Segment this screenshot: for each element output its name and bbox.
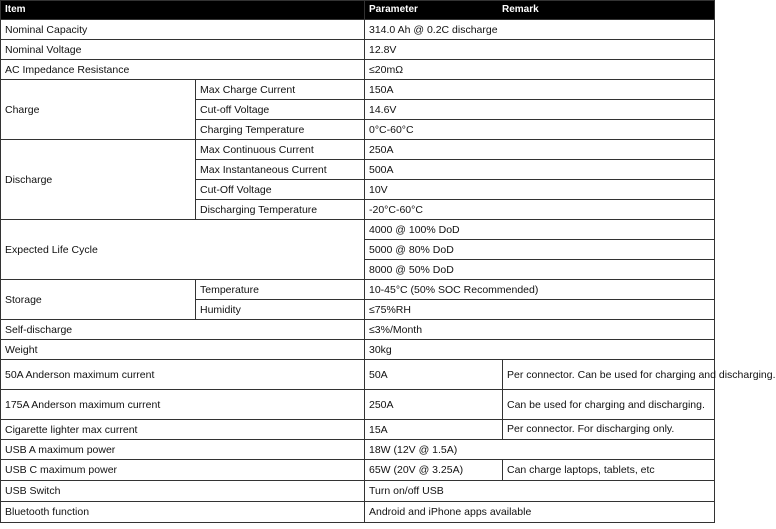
- value-storage-humidity: ≤75%RH: [365, 300, 715, 320]
- item-usb-c: USB C maximum power: [1, 460, 365, 481]
- item-weight: Weight: [1, 340, 365, 360]
- value-anderson-50a: 50A: [365, 360, 503, 390]
- item-nominal-voltage: Nominal Voltage: [1, 40, 365, 60]
- value-life-cycle-100: 4000 @ 100% DoD: [365, 220, 715, 240]
- label-max-charge-current: Max Charge Current: [196, 80, 365, 100]
- value-storage-temperature: 10-45°C (50% SOC Recommended): [365, 280, 715, 300]
- header-parameter: [365, 1, 715, 20]
- header-parameter-label: Parameter: [369, 4, 418, 15]
- table-row: [1, 502, 715, 523]
- value-ac-impedance: ≤20mΩ: [365, 60, 715, 80]
- item-cigarette-lighter: Cigarette lighter max current: [1, 420, 365, 440]
- value-nominal-capacity: 314.0 Ah @ 0.2C discharge: [365, 20, 715, 40]
- value-charging-temperature: 0°C-60°C: [365, 120, 715, 140]
- label-storage-temperature: Temperature: [196, 280, 365, 300]
- value-discharging-temperature: -20°C-60°C: [365, 200, 715, 220]
- value-cigarette-lighter: 15A: [365, 420, 503, 440]
- label-max-continuous-current: Max Continuous Current: [196, 140, 365, 160]
- header-remark: Remark: [502, 4, 539, 15]
- label-charge-cutoff-voltage: Cut-off Voltage: [196, 100, 365, 120]
- value-usb-switch: Turn on/off USB: [365, 481, 715, 502]
- value-usb-c: 65W (20V @ 3.25A): [365, 460, 503, 481]
- table-row: [1, 220, 715, 240]
- table-row: [1, 320, 715, 340]
- table-row: [1, 460, 715, 481]
- value-life-cycle-50: 8000 @ 50% DoD: [365, 260, 715, 280]
- value-nominal-voltage: 12.8V: [365, 40, 715, 60]
- value-max-continuous-current: 250A: [365, 140, 715, 160]
- value-bluetooth: Android and iPhone apps available: [365, 502, 715, 523]
- remark-usb-c: Can charge laptops, tablets, etc: [503, 460, 715, 481]
- header-row: [1, 1, 715, 20]
- header-item: Item: [1, 1, 365, 20]
- item-bluetooth: Bluetooth function: [1, 502, 365, 523]
- remark-anderson-175a: Can be used for charging and discharging.: [503, 390, 715, 420]
- item-anderson-50a: 50A Anderson maximum current: [1, 360, 365, 390]
- value-life-cycle-80: 5000 @ 80% DoD: [365, 240, 715, 260]
- item-usb-a: USB A maximum power: [1, 440, 365, 460]
- value-discharge-cutoff-voltage: 10V: [365, 180, 715, 200]
- table-row: [1, 481, 715, 502]
- item-storage: Storage: [1, 280, 196, 320]
- item-usb-switch: USB Switch: [1, 481, 365, 502]
- table-row: [1, 20, 715, 40]
- table-row: [1, 40, 715, 60]
- label-max-instantaneous-current: Max Instantaneous Current: [196, 160, 365, 180]
- item-nominal-capacity: Nominal Capacity: [1, 20, 365, 40]
- item-discharge: Discharge: [1, 140, 196, 220]
- label-storage-humidity: Humidity: [196, 300, 365, 320]
- value-max-instantaneous-current: 500A: [365, 160, 715, 180]
- value-max-charge-current: 150A: [365, 80, 715, 100]
- label-charging-temperature: Charging Temperature: [196, 120, 365, 140]
- table-row: [1, 420, 715, 440]
- value-anderson-175a: 250A: [365, 390, 503, 420]
- item-charge: Charge: [1, 80, 196, 140]
- table-row: [1, 60, 715, 80]
- table-row: [1, 360, 715, 390]
- item-expected-life-cycle: Expected Life Cycle: [1, 220, 365, 280]
- table-row: [1, 440, 715, 460]
- label-discharging-temperature: Discharging Temperature: [196, 200, 365, 220]
- value-weight: 30kg: [365, 340, 715, 360]
- remark-cigarette-lighter: Per connector. For discharging only.: [507, 422, 675, 435]
- table-row: [1, 390, 715, 420]
- remark-anderson-50a: Per connector. Can be used for charging and discharging.: [503, 360, 715, 390]
- item-anderson-175a: 175A Anderson maximum current: [1, 390, 365, 420]
- item-ac-impedance: AC Impedance Resistance: [1, 60, 365, 80]
- item-self-discharge: Self-discharge: [1, 320, 365, 340]
- value-charge-cutoff-voltage: 14.6V: [365, 100, 715, 120]
- label-discharge-cutoff-voltage: Cut-Off Voltage: [196, 180, 365, 200]
- table-row: [1, 140, 715, 160]
- table-row: [1, 340, 715, 360]
- remark-cigarette-lighter-cell: [503, 420, 715, 440]
- table-row: [1, 80, 715, 100]
- value-self-discharge: ≤3%/Month: [365, 320, 715, 340]
- table-row: [1, 280, 715, 300]
- value-usb-a: 18W (12V @ 1.5A): [365, 440, 715, 460]
